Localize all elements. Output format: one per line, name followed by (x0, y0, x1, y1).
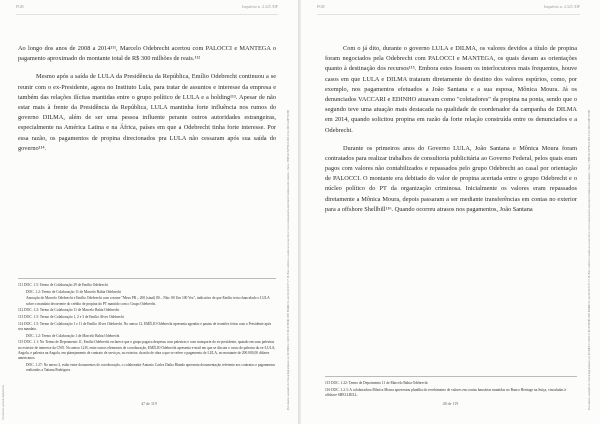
footnote: 115 DOC. 1.1: No Termo de Depoimento 11, Emílio Odebrecht esclarece que o grupo pagava despesas com palestras e com transporte do ex-presidente, quando em suas palestras no exterior de interesse da CNO. No anexo 12.B, entre outros elementos de corroboração, EMÍLIO Odebrecht apresenta e-mail em que se discute o custo de palestra do ex-LULA, Angola, e palestra na Angola, em planejamento de contrato de serviços, no exterior, da mão de obra a que se refere o pagamento de LULA, no montante de 200.000,00 dólares americanos. (18, 340, 276, 360)
header-case: Inquérito n. 4.325 /DF (242, 4, 278, 9)
page-number: 47 de 119 (141, 401, 157, 406)
left-page (0, 0, 299, 424)
paragraph: Mesmo após a saída de LULA da Presidência da República, Emílio Odebrecht continuou a se reunir com o ex-Presidente, agora no Instituto Lula, para tratar de assuntos e interesse da empresa e também das relações ilícitas mantidas entre o grupo político de LULA e a holding¹¹³. Apesar de não estar mais à frente da Presidência da República, LULA mantinha forte influência nos rumos do governo DILMA, além de ser uma pessoa influente perante outros autoridades estrangeiras, especialmente na América Latina e na África, países em que a Odebrecht tinha forte interesse. Por essa razão, os pagamentos de propina direcionados pra LULA não cessaram após sua saída do governo¹¹⁴. (18, 73, 276, 152)
page-header (16, 4, 278, 15)
footnotes (18, 278, 276, 375)
footnotes (325, 376, 577, 400)
right-page (301, 0, 600, 424)
signature-stamp: Documento assinado via Token digitalmente por RODRIGO JANOT MONTEIRO DE BARROS, em 04/04/2017 17:18. Para verificar a assinatura acesse http://www.transparencia.mpf.mp.br/validacaodocumento. Chave C88E14C8.F7D2A1D2.21AC5D01.49F74C8B (588, 110, 591, 410)
header-org: PGR (16, 4, 24, 9)
footnote: 116 DOC. 1.2.3: A colaboradora Mônica Moura apresentou planilha do recebimento de valores em contas bancárias mantidas no Banco Heritage na Suíça, vinculadas à offshore SHELLBILL. (325, 387, 566, 397)
body-text (18, 44, 276, 162)
page-number: 48 de 119 (442, 401, 459, 406)
footnote: 115 DOC. 1.22: Termo de Depoimento 11 de Marcelo Bahia Odebrecht (325, 381, 428, 385)
footnote: DOC. 1.2: Termo de Colaboração 1 de Marcelo Bahia Odebrecht (26, 333, 120, 338)
footnote: 113 DOC. 1.5: Termo de Colaboração 1, 2 e 3 de Emílio Alves Odebrecht (18, 315, 124, 320)
header-case: Inquérito n. 4.325 /DF (544, 4, 580, 9)
footnote: DOC. 1.27: No anexo 2, estão entre documentos de corroboração, o colaborador Antonio Carlos Daiha Blando apresenta documentação referente aos contratos e pagamentos realizados a Tatiana Rodrigues. (26, 362, 276, 372)
page-header (317, 4, 580, 15)
paragraph: Ao longo dos anos de 2008 a 2014¹¹¹, Marcelo Odebrecht acertou com PALOCCI e MANTEGA o pagamento aproximado do montante total de R$ 300 milhões de reais.¹¹² (18, 45, 276, 63)
signature-stamp: Documento assinado via Token digitalmente por RODRIGO JANOT MONTEIRO DE BARROS, em 04/04/2017 17:18. Para verificar a assinatura acesse http://www.transparencia.mpf.mp.br/validacaodocumento. Chave C88E14C8.F7D2A1D2.21AC5D01.49F74C8B (287, 110, 290, 410)
footnote: 112 DOC. 1.2: Termo de Colaboração 11 de Marcelo Bahia Odebrecht (18, 308, 120, 313)
footnote: 114 DOC. 1.5: Termo de Colaboração 1 e 11 de Emílio Alves Odebrecht. No anexo 12, EMÍLIO Odebrecht apresenta agendas e pautas de reuniões feitas com o Presidente após seu mandato. (18, 321, 272, 331)
paragraph: Com o já dito, durante o governo LULA e DILMA, os valores devidos a título de propina foram negociados pela Odebrecht com PALOCCI e MANTEGA, os quais davam as orientações quanto à destinação dos recursos¹¹⁵. Embora estes fossem os interlocutores mais frequentes, houve casos em que LULA e DILMA trataram diretamente do destino dos valores espúrios, como, por exemplo, nos pagamentos efetuados a João Santana e a sua esposa, Mônica Moura. Já os denunciados VACCARI e EDINHO atuavam como "coletadores" da propina na ponta, sendo que o segundo teve uma atuação mais destacada na qualidade de coordenador da campanha de DILMA em 2014, quando solicitou propina em razão da forte relação construída entre os denunciados e a Odebrecht. (325, 45, 577, 134)
footnote: Anotação de Marcelo Odebrecht e Emílio Odebrecht com o nome "Meus PR – 200 (sinal) 80 – Não: 80 Um 100 Vez", indicativo de que Emílio teria chancelado o LULA sobre o mandato decorrente do crédito de propina do PT mantido com o Grupo Odebrecht. (26, 296, 270, 306)
paragraph: Durante os primeiros anos do Governo LULA, João Santana e Mônica Moura foram contratados para realizar trabalhos de consultoria publicitária ao Governo Federal, pelos quais eram pagos com valores não contabilizados e repassados pelo grupo Odebrecht ao casal por orientação de PALOCCI. O montante era debitado do valor de propina acertada entre o grupo Odebrecht e o núcleo político do PT da organização criminosa. Inicialmente os valores eram repassados diretamente a Mônica Moura, depois passaram a ser mediante transferências em contas no exterior para a offshore Shellbill¹¹⁶. Quando ocorreu atrasos nos pagamentos, João Santana (325, 144, 577, 213)
body-text (325, 44, 577, 223)
header-org: PGR (317, 4, 325, 9)
footnote: 111 DOC. 1.5: Termo de Colaboração 29 de Emílio Odebrecht (18, 283, 108, 287)
side-stamp: Documento assinado digitalmente (2, 384, 5, 420)
footnote: DOC. 1.2: Termo de Colaboração 11 de Marcelo Bahia Odebrecht (26, 289, 122, 294)
